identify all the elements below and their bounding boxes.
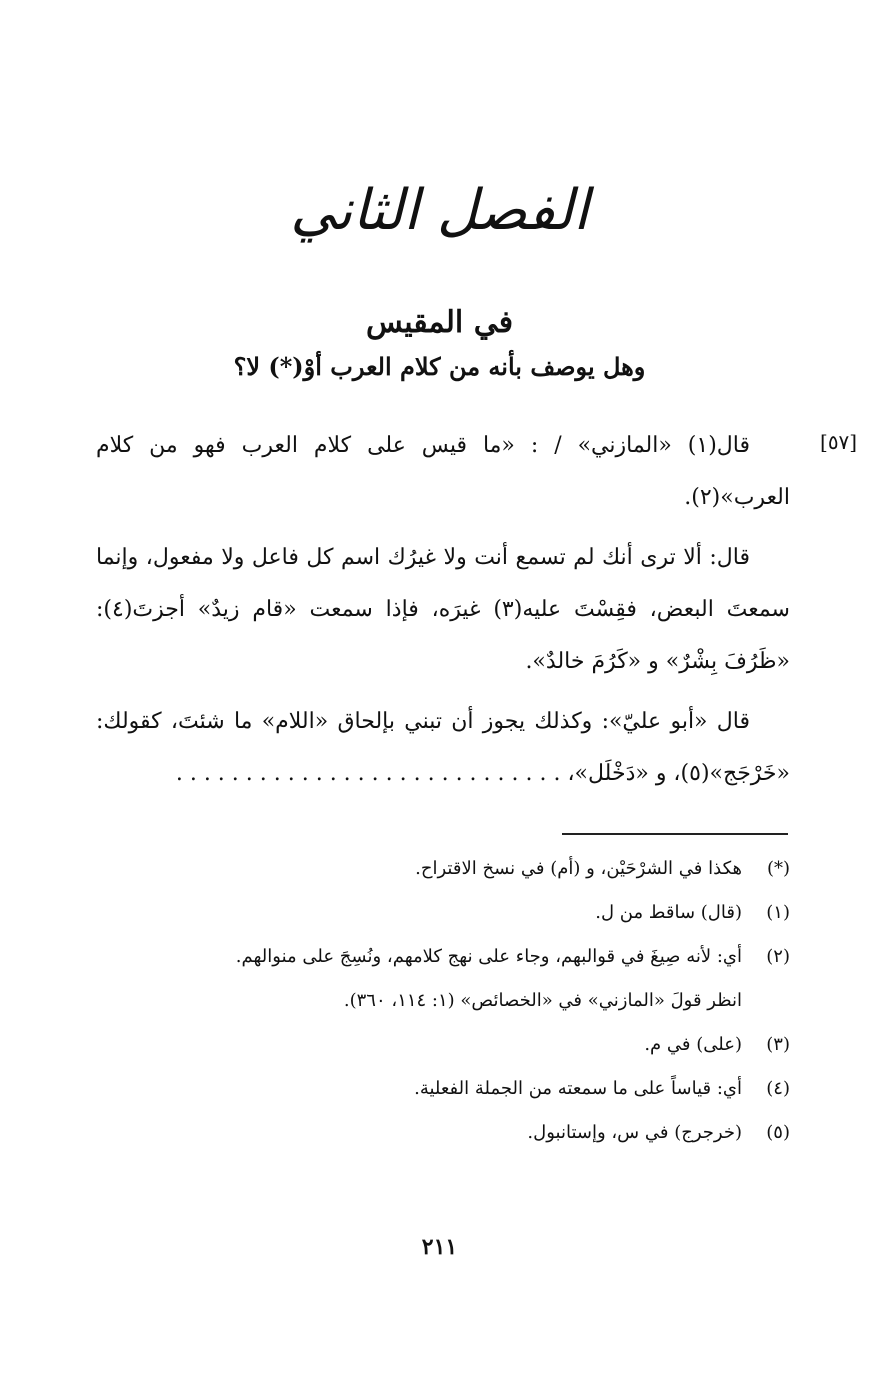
footnote-text: أي: قياساً على ما سمعته من الجملة الفعلية. <box>414 1078 742 1099</box>
footnote-text: هكذا في الشرْحَيْن، و (أم) في نسخ الاقتراح. <box>415 858 742 879</box>
footnote-continuation <box>96 982 790 1020</box>
main-text <box>96 420 790 808</box>
footnote-text: انظر قولَ «المازني» في «الخصائص» (١: ١١٤، ٣٦٠). <box>343 990 742 1011</box>
footnote-text: (قال) ساقط من ل. <box>595 902 742 923</box>
footnote <box>96 1070 790 1108</box>
paragraph: قال: ألا ترى أنك لم تسمع أنت ولا غيرُك اسم كل فاعل ولا مفعول، وإنما سمعتَ البعض، فقِسْتَ عليه(٣) غيرَه، فإذا سمعت «قام زيدٌ» أجزتَ(٤): «ظَرُفَ بِشْرٌ» و «كَرُمَ خالدٌ». <box>96 545 790 674</box>
footnote-number: (٤) <box>766 1078 790 1099</box>
chapter-title: الفصل الثاني <box>290 178 589 243</box>
paragraph: قال(١) «المازني» / : «ما قيس على كلام العرب فهو من كلام العرب»(٢). <box>96 433 790 510</box>
footnote-number: (٢) <box>766 946 790 967</box>
footnotes <box>96 850 790 1158</box>
footnote-divider <box>562 833 788 835</box>
footnote <box>96 938 790 976</box>
paragraph-marker: [٥٧] <box>820 430 858 454</box>
footnote <box>96 1114 790 1152</box>
footnote <box>96 894 790 932</box>
footnote <box>96 1026 790 1064</box>
footnote-text: أي: لأنه صِيغَ في قوالبهم، وجاء على نهج كلامهم، ونُسِجَ على منوالهم. <box>235 946 742 967</box>
footnote-number: (١) <box>766 902 790 923</box>
footnote <box>96 850 790 888</box>
paragraph: قال «أبو عليّ»: وكذلك يجوز أن تبني بإلحاق «اللام» ما شئتَ، كقولك: «خَرْجَج»(٥)، و «دَخْلَل»، . . . . . . . . . . . . . . . . . . . . . . . . . . . . <box>96 709 790 786</box>
section-subheading: وهل يوصف بأنه من كلام العرب أوْ(*) لا؟ <box>233 352 646 381</box>
section-heading: في المقيس <box>365 305 514 340</box>
footnote-text: (خرجرج) في س، وإستانبول. <box>527 1122 742 1143</box>
footnote-number: (*) <box>766 858 790 879</box>
page-number: ٢١١ <box>421 1234 458 1260</box>
footnote-text: (على) في م. <box>644 1034 742 1055</box>
footnote-number: (٣) <box>766 1034 790 1055</box>
footnote-number: (٥) <box>766 1122 790 1143</box>
